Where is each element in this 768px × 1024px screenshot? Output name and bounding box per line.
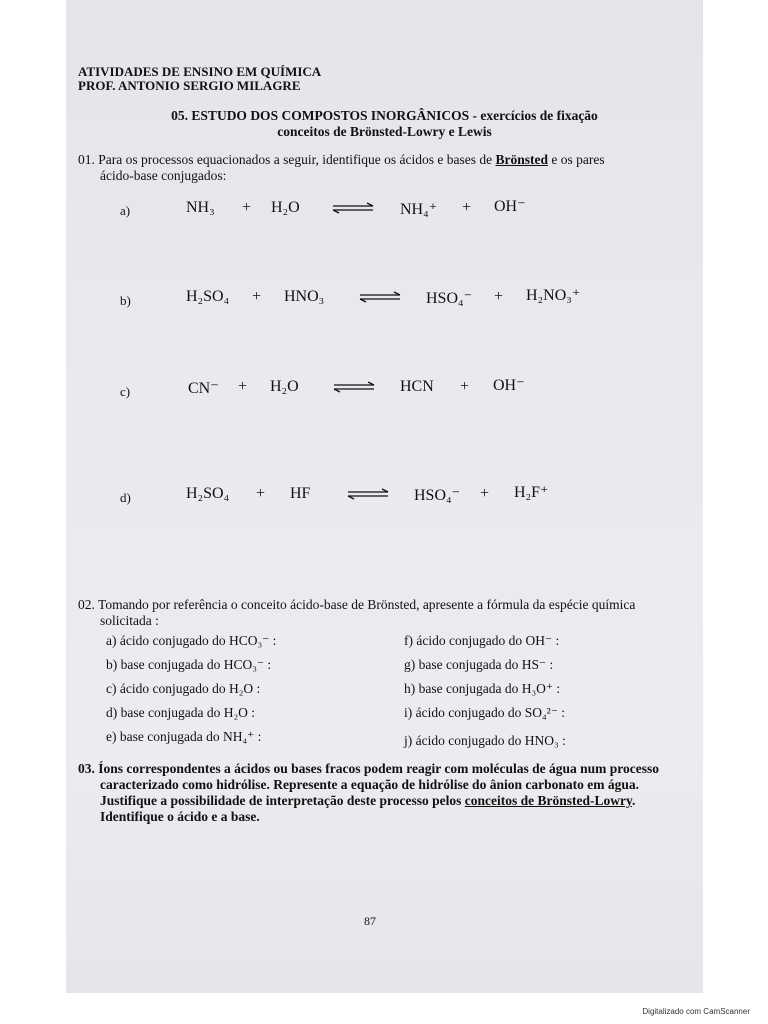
q1-text-emph: Brönsted — [495, 152, 548, 167]
eq-c-product-1: HCN — [400, 378, 434, 395]
eq-a-reactant-1: NH₃ — [186, 199, 215, 216]
eq-c-label: c) — [120, 384, 131, 399]
eq-b-plus-1: + — [252, 288, 262, 305]
q2-item-c: c) ácido conjugado do H₂O : — [106, 681, 261, 696]
eq-a-product-2: OH⁻ — [494, 198, 526, 215]
eq-b-reactant-1: H₂SO₄ — [186, 288, 230, 305]
q1-text-before: Para os processos equacionados a seguir, identifique os ácidos e bases de — [98, 152, 493, 167]
eq-a-label: a) — [120, 203, 131, 218]
q3-line-2: caracterizado como hidrólise. Represente a equação de hidrólise do ânion carbonato em água. — [100, 777, 639, 792]
eq-a-equilibrium-arrow — [331, 201, 375, 219]
document-page — [66, 0, 703, 993]
eq-b-product-1: HSO₄⁻ — [426, 290, 473, 307]
eq-d-label: d) — [120, 490, 131, 505]
q2-text-line-1 — [78, 597, 635, 613]
q2-item-g: g) base conjugada do HS⁻ : — [404, 657, 554, 672]
q1-text-line-1 — [78, 152, 605, 168]
q2-item-i: i) ácido conjugado do SO₄²⁻ : — [404, 705, 565, 720]
q3-line-3-after: . — [632, 793, 636, 808]
eq-c-plus-2: + — [460, 378, 470, 395]
q1-text-line-2: ácido-base conjugados: — [100, 168, 227, 183]
eq-d-reactant-1: H₂SO₄ — [186, 485, 230, 502]
header-line-2: PROF. ANTONIO SERGIO MILAGRE — [78, 78, 301, 93]
eq-b-reactant-2: HNO₃ — [284, 288, 325, 305]
q1-text-after: e os pares — [551, 152, 605, 167]
eq-c-reactant-2: H₂O — [270, 378, 299, 395]
title-line-1: 05. ESTUDO DOS COMPOSTOS INORGÂNICOS - exercícios de fixação — [171, 108, 598, 123]
q3-line-4: Identifique o ácido e a base. — [100, 809, 260, 824]
eq-d-product-2: H₂F⁺ — [514, 484, 549, 501]
eq-d-plus-1: + — [256, 485, 266, 502]
q2-item-j: j) ácido conjugado do HNO₃ : — [404, 733, 566, 748]
eq-b-label: b) — [120, 293, 131, 308]
eq-c-equilibrium-arrow — [332, 380, 376, 398]
q2-text: Tomando por referência o conceito ácido-base de Brönsted, apresente a fórmula da espécie química — [98, 597, 636, 612]
eq-a-reactant-2: H₂O — [271, 199, 300, 216]
eq-b-plus-2: + — [494, 288, 504, 305]
eq-d-product-1: HSO₄⁻ — [414, 487, 461, 504]
title-line-2: conceitos de Brönsted-Lowry e Lewis — [277, 124, 492, 139]
eq-a-plus-2: + — [462, 199, 472, 216]
q3-line-1-text: Íons correspondentes a ácidos ou bases fracos podem reagir com moléculas de água num processo — [98, 761, 660, 776]
q2-item-d: d) base conjugada do H₂O : — [106, 705, 256, 720]
q2-text-line-2: solicitada : — [100, 613, 159, 628]
eq-c-product-2: OH⁻ — [493, 377, 525, 394]
q2-item-e: e) base conjugada do NH₄⁺ : — [106, 729, 262, 744]
q2-item-b: b) base conjugada do HCO₃⁻ : — [106, 657, 272, 672]
header-line-1: ATIVIDADES DE ENSINO EM QUÍMICA — [78, 64, 322, 79]
eq-b-equilibrium-arrow — [358, 290, 402, 308]
q3-line-3 — [100, 793, 635, 809]
q2-item-h: h) base conjugada do H₃O⁺ : — [404, 681, 561, 696]
q3-line-1 — [78, 761, 659, 777]
q1-number: 01. — [78, 152, 95, 167]
scanner-watermark: Digitalizado com CamScanner — [642, 1007, 750, 1016]
eq-d-plus-2: + — [480, 485, 490, 502]
q3-line-3-emph: conceitos de Brönsted-Lowry — [464, 793, 632, 808]
eq-a-plus-1: + — [242, 199, 252, 216]
page-number: 87 — [364, 914, 376, 928]
q3-line-3-before: Justifique a possibilidade de interpretação deste processo pelos — [100, 793, 462, 808]
q2-item-a: a) ácido conjugado do HCO₃⁻ : — [106, 633, 277, 648]
eq-a-product-1: NH₄⁺ — [400, 201, 438, 218]
eq-d-reactant-2: HF — [290, 485, 311, 502]
eq-c-plus-1: + — [238, 378, 248, 395]
q3-number: 03. — [78, 761, 95, 776]
eq-b-product-2: H₂NO₃⁺ — [526, 287, 581, 304]
eq-c-reactant-1: CN⁻ — [188, 380, 219, 397]
q2-item-f: f) ácido conjugado do OH⁻ : — [404, 633, 560, 648]
eq-d-equilibrium-arrow — [346, 487, 390, 505]
q2-number: 02. — [78, 597, 95, 612]
